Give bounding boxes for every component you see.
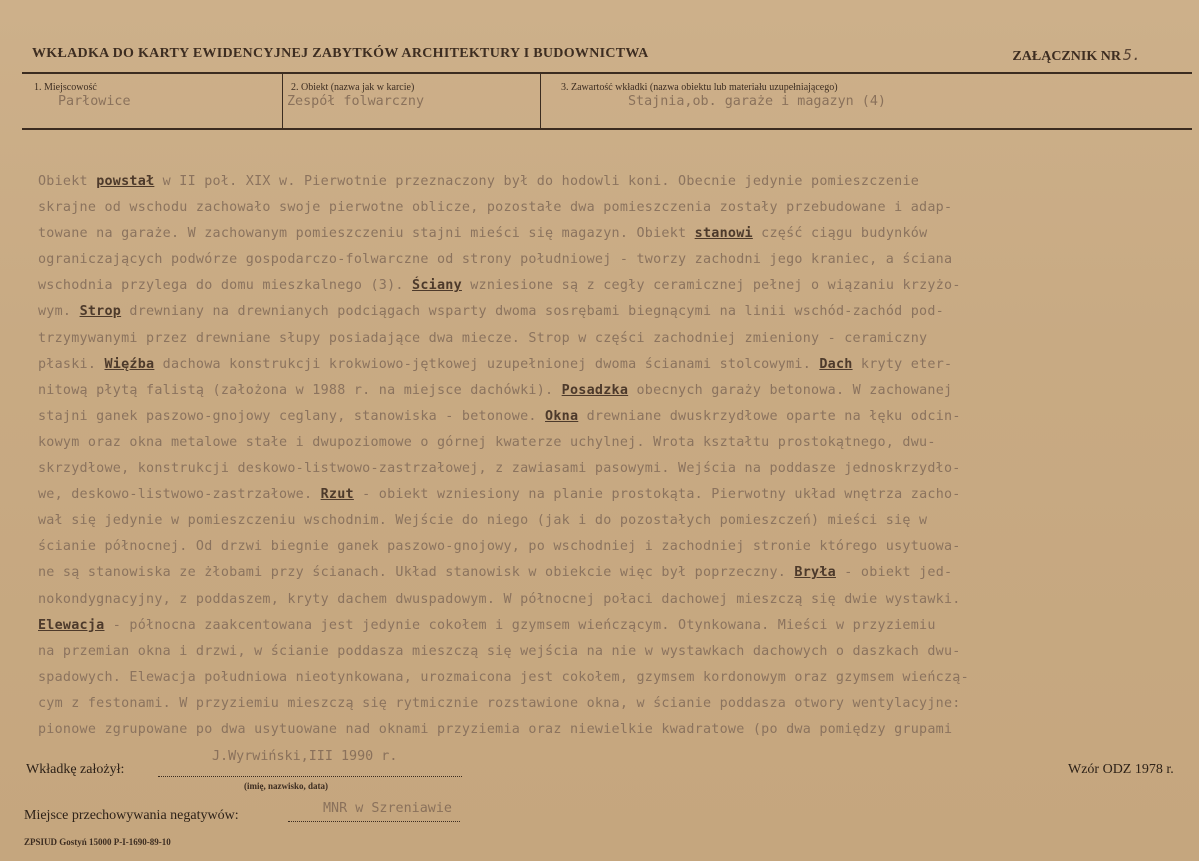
description-line [38,378,1168,404]
header-rule-top [22,72,1192,74]
section-keyword: Dach [819,356,853,372]
description-line [38,482,1168,508]
description-text: nokondygnacyjny, z poddaszem, kryty dachem dwuspadowym. W północnej połaci dachowej mieszczą się dwie wystawki. [38,591,961,607]
description-line [38,691,1168,717]
description-line [38,326,1168,352]
description-text: drewniany na drewnianych podciągach wsparty dwoma sosrębami biegnącymi na linii wschód-zachód pod- [121,304,944,320]
section-keyword: Więźba [104,356,155,372]
header-rule-bottom [22,128,1192,130]
description-line [38,169,1168,195]
description-text: - obiekt wzniesiony na planie prostokąta. Pierwotny układ wnętrza zacho- [353,487,961,503]
description-text: wzniesione są z cegły ceramicznej pełnej o wiązaniu krzyżo- [461,278,961,294]
annex-label: ZAŁĄCZNIK NR [1012,49,1121,64]
description-line [38,560,1168,586]
description-text: obecnych garaży betonowa. W zachowanej [628,382,953,398]
description-text: nitową płytą falistą (założona w 1988 r. na miejsce dachówki). [38,382,562,398]
form-version: Wzór ODZ 1978 r. [1068,762,1174,777]
description-text: pionowe zgrupowane po dwa usytuowane nad oknami przyziemia oraz niewielkie kwadratowe (po dwa pomiędzy grupami [38,721,953,737]
section-keyword: Rzut [320,487,354,503]
printer-info: ZPSIUD Gostyń 15000 P-I-1690-89-10 [24,837,171,847]
description-text: - obiekt jed- [835,565,953,581]
description-line [38,456,1168,482]
object-label: 2. Obiekt (nazwa jak w karcie) [291,82,415,93]
description-text: dachowa konstrukcji krokwiowo-jętkowej uzupełnionej dwoma ścianami stolcowymi. [154,356,820,372]
description-line [38,717,1168,743]
author-hint: (imię, nazwisko, data) [244,781,328,791]
object-value: Zespół folwarczny [287,94,425,109]
description-text: stajni ganek paszowo-gnojowy ceglany, stanowiska - betonowe. [38,408,546,424]
description-text: w II poł. XIX w. Pierwotnie przeznaczony był do hodowli koni. Obecnie jedynie pomieszczenie [154,174,920,189]
annex-number [1012,46,1141,65]
description-text: kryty eter- [852,356,953,372]
description-line [38,247,1168,273]
description-text: - północna zaakcentowana jest jedynie cokołem i gzymsem wieńczącym. Otynkowana. Mieści w przyziemiu [104,617,936,633]
description-text: wał się jedynie w pomieszczeniu wschodnim. Wejście do niego (jak i do pozostałych pomieszczeń) mieści się w [38,513,928,529]
description-text: część ciągu budynków [752,226,928,242]
section-keyword: Bryła [794,565,836,581]
description-line [38,508,1168,534]
description-body [38,169,1168,743]
content-value: Stajnia,ob. garaże i magazyn (4) [628,94,886,109]
description-text: ograniczających podwórze gospodarczo-folwarczne od strony południowej - tworzy zachodni jego kraniec, a ściana [38,252,953,268]
section-keyword: powstał [96,174,155,189]
description-line [38,613,1168,639]
content-label: 3. Zawartość wkładki (nazwa obiektu lub materiału uzupełniającego) [561,82,838,93]
section-keyword: Ściany [412,278,462,294]
description-text: płaski. [38,356,105,372]
description-line [38,665,1168,691]
description-line [38,587,1168,613]
negatives-value: MNR w Szreniawie [323,801,452,816]
description-text: Obiekt [38,174,97,189]
description-text: na przemian okna i drzwi, w ścianie poddasza mieszczą się wejścia na nie w wystawkach dachowych o daszkach dwu- [38,643,961,659]
annex-value: 5. [1122,46,1141,64]
section-keyword: stanowi [694,226,753,242]
description-text: kowym oraz okna metalowe stałe i dwupoziomowe o górnej kwaterze uchylnej. Wrota kształtu prostokątnego, dwu- [38,434,936,450]
description-text: wschodnia przylega do domu mieszkalnego (3). [38,278,413,294]
description-line [38,221,1168,247]
description-line [38,534,1168,560]
description-text: towane na garaże. W zachowanym pomieszczeniu stajni mieści się magazyn. Obiekt [38,226,695,242]
section-keyword: Posadzka [561,382,629,398]
description-line [38,273,1168,299]
description-text: skrzydłowe, konstrukcji deskowo-listwowo-zastrzałowej, z zawiasami pasowymi. Wejścia na poddasze jednoskrzydło- [38,461,961,477]
description-text: trzymywanymi przez drewniane słupy posiadające dwa miecze. Strop w części zachodniej zmieniony - ceramiczny [38,330,928,346]
description-line [38,430,1168,456]
description-text: ne są stanowiska ze żłobami przy ścianach. Układ stanowisk w obiekcie więc był poprzeczny. [38,565,795,581]
section-keyword: Elewacja [38,617,105,633]
description-text: spadowych. Elewacja południowa nieotynkowana, urozmaicona jest cokołem, gzymsem kordonowym oraz gzymsem wieńczą- [38,669,969,685]
card-title: WKŁADKA DO KARTY EWIDENCYJNEJ ZABYTKÓW ARCHITEKTURY I BUDOWNICTWA [32,46,649,61]
author-value: J.Wyrwiński,III 1990 r. [212,749,398,764]
description-text: skrajne od wschodu zachowało swoje pierwotne oblicze, pozostałe dwa pomieszczenia zostały przebudowane i adap- [38,200,953,216]
description-text: we, deskowo-listwowo-zastrzałowe. [38,487,321,503]
description-text: wym. [38,304,80,320]
description-text: drewniane dwuskrzydłowe oparte na łęku odcin- [578,408,961,424]
description-line [38,299,1168,325]
locality-label: 1. Miejscowość [34,82,97,93]
field-divider-1 [282,73,283,129]
description-line [38,352,1168,378]
description-text: cym z festonami. W przyziemiu mieszczą się rytmicznie rozstawione okna, w ścianie poddasza otwory wentylacyjne: [38,695,961,711]
section-keyword: Strop [79,304,122,320]
locality-value: Parłowice [58,94,131,109]
author-label: Wkładkę założył: [26,762,125,777]
description-text: ścianie północnej. Od drzwi biegnie ganek paszowo-gnojowy, po wschodniej i zachodniej stronie którego usytuowa- [38,539,961,555]
field-divider-2 [540,73,541,129]
author-dotted-line [158,776,462,777]
description-line [38,195,1168,221]
description-line [38,404,1168,430]
negatives-dotted-line [288,821,460,822]
negatives-label: Miejsce przechowywania negatywów: [24,808,239,823]
description-line [38,639,1168,665]
section-keyword: Okna [545,408,579,424]
